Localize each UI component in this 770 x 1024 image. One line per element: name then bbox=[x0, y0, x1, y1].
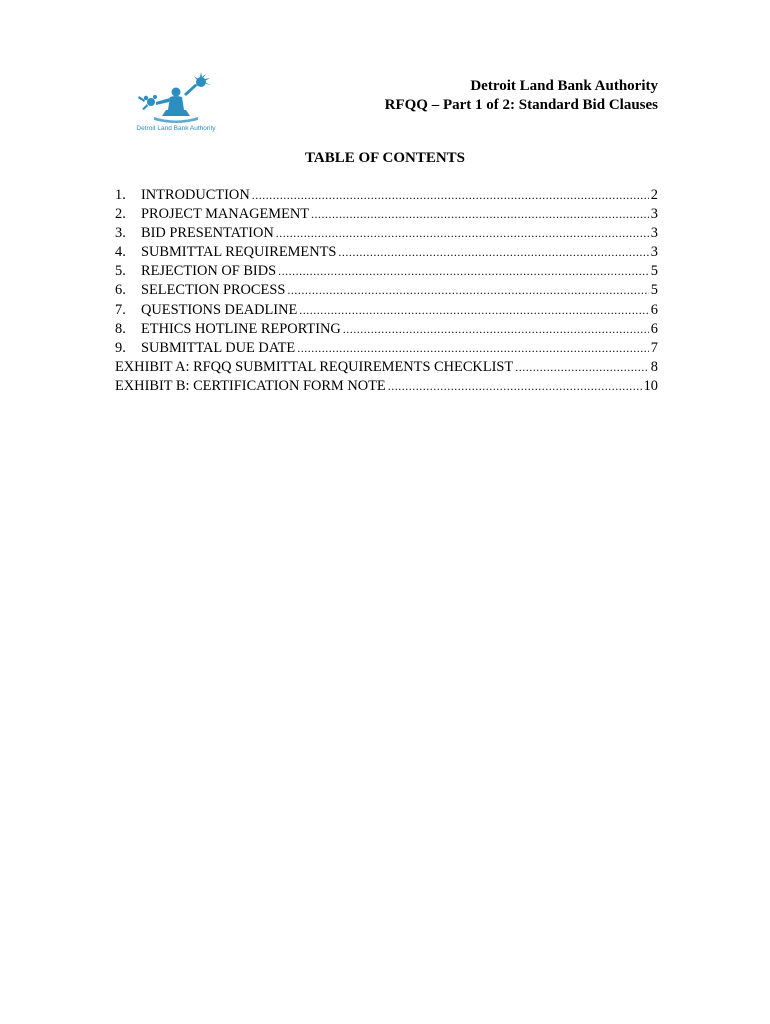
toc-entry-page-number: 3 bbox=[650, 225, 658, 242]
toc-entry[interactable] bbox=[115, 186, 658, 205]
toc-entry-page-number: 5 bbox=[650, 282, 658, 299]
toc-leader-dots bbox=[338, 243, 648, 262]
toc-entry-number: 3. bbox=[115, 225, 126, 242]
toc-entry[interactable] bbox=[115, 281, 658, 300]
toc-entry-label: SUBMITTAL DUE DATE bbox=[141, 339, 296, 356]
toc-entry-page-number: 8 bbox=[650, 358, 658, 375]
logo-caption: Detroit Land Bank Authority bbox=[136, 125, 216, 132]
toc-title: TABLE OF CONTENTS bbox=[304, 150, 466, 166]
toc-entry-label: EXHIBIT B: CERTIFICATION FORM NOTE bbox=[115, 377, 386, 394]
toc-entry[interactable] bbox=[115, 358, 658, 377]
dlba-logo bbox=[134, 72, 218, 138]
toc-entry-number: 5. bbox=[115, 263, 126, 280]
toc-entry-label: SUBMITTAL REQUIREMENTS bbox=[141, 244, 337, 261]
toc-leader-dots bbox=[287, 281, 648, 300]
toc-entry[interactable] bbox=[115, 377, 658, 396]
toc-entry-number: 8. bbox=[115, 320, 126, 337]
toc-entry-number: 1. bbox=[115, 187, 126, 203]
toc-entry-number: 2. bbox=[115, 206, 126, 223]
toc-entry-label: EXHIBIT A: RFQQ SUBMITTAL REQUIREMENTS CHECKLIST bbox=[115, 358, 514, 375]
toc-entry-page-number: 3 bbox=[650, 206, 658, 223]
toc-entry-page-number: 6 bbox=[650, 320, 658, 337]
toc-entry-page-number: 10 bbox=[643, 377, 658, 394]
table-of-contents bbox=[115, 186, 658, 396]
toc-entry-number: 7. bbox=[115, 301, 126, 318]
document-subtitle: RFQQ – Part 1 of 2: Standard Bid Clauses bbox=[384, 97, 658, 113]
toc-leader-dots bbox=[297, 339, 649, 358]
toc-leader-dots bbox=[343, 320, 649, 339]
toc-entry-label: REJECTION OF BIDS bbox=[141, 263, 277, 280]
toc-entry-label: INTRODUCTION bbox=[141, 187, 250, 203]
toc-entry-label: SELECTION PROCESS bbox=[141, 282, 286, 299]
toc-entry-label: QUESTIONS DEADLINE bbox=[141, 301, 298, 318]
toc-entry[interactable] bbox=[115, 301, 658, 320]
toc-entry-number: 4. bbox=[115, 244, 126, 261]
toc-entry[interactable] bbox=[115, 243, 658, 262]
toc-leader-dots bbox=[276, 224, 649, 243]
toc-entry[interactable] bbox=[115, 339, 658, 358]
toc-leader-dots bbox=[299, 301, 649, 320]
toc-leader-dots bbox=[388, 377, 642, 396]
toc-entry-page-number: 3 bbox=[650, 244, 658, 261]
toc-leader-dots bbox=[278, 262, 649, 281]
toc-entry[interactable] bbox=[115, 262, 658, 281]
toc-entry[interactable] bbox=[115, 224, 658, 243]
toc-entry-page-number: 6 bbox=[650, 301, 658, 318]
spirit-of-detroit-logo-graphic bbox=[134, 72, 218, 124]
document-header bbox=[385, 77, 658, 115]
toc-entry-label: PROJECT MANAGEMENT bbox=[141, 206, 310, 223]
toc-leader-dots bbox=[252, 186, 649, 205]
organization-name: Detroit Land Bank Authority bbox=[470, 78, 658, 94]
toc-leader-dots bbox=[311, 205, 649, 224]
toc-entry-number: 6. bbox=[115, 282, 126, 299]
toc-entry-label: BID PRESENTATION bbox=[141, 225, 274, 242]
toc-entry-page-number: 5 bbox=[650, 263, 658, 280]
toc-entry-number: 9. bbox=[115, 339, 126, 356]
toc-entry[interactable] bbox=[115, 320, 658, 339]
toc-entry-page-number: 7 bbox=[650, 339, 658, 356]
toc-entry-page-number: 2 bbox=[650, 187, 658, 203]
toc-entry[interactable] bbox=[115, 205, 658, 224]
toc-leader-dots bbox=[515, 358, 649, 377]
toc-entry-label: ETHICS HOTLINE REPORTING bbox=[141, 320, 341, 337]
